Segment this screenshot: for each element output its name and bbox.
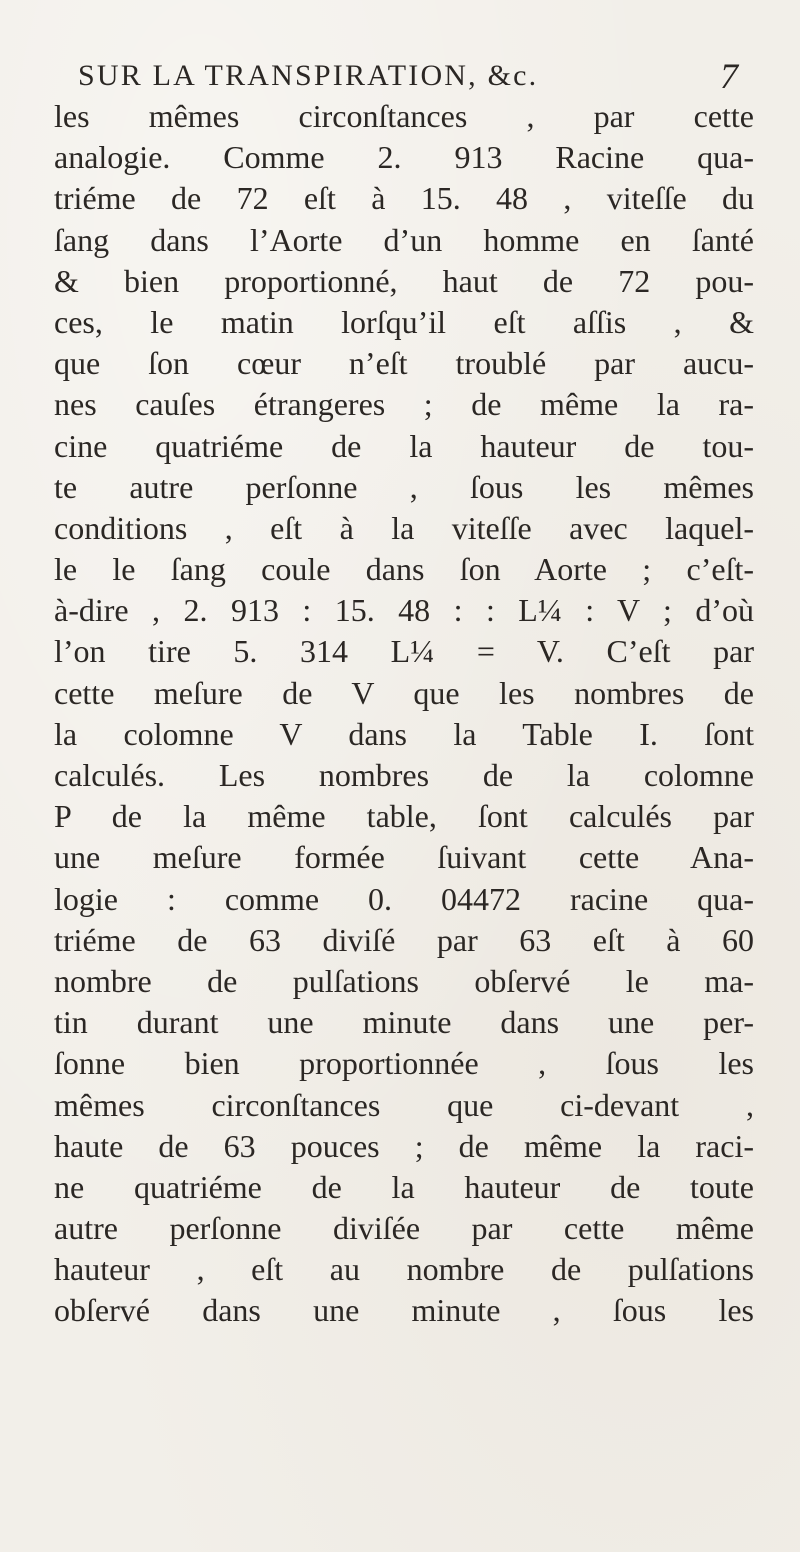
- text-line: & bien proportionné, haut de 72 pou-: [54, 262, 754, 299]
- text-line: cette meſure de V que les nombres de: [54, 674, 754, 711]
- text-line: nombre de pulſations obſervé le ma-: [54, 962, 754, 999]
- text-line: à-dire , 2. 913 : 15. 48 : : L¼ : V ; d’où: [54, 592, 754, 629]
- text-line: la colomne V dans la Table I. ſont: [54, 715, 754, 752]
- text-line: te autre perſonne , ſous les mêmes: [54, 468, 754, 505]
- text-line: une meſure formée ſuivant cette Ana-: [54, 839, 754, 876]
- text-line: ſonne bien proportionnée , ſous les: [54, 1045, 754, 1082]
- text-line: conditions , eſt à la viteſſe avec laquel-: [54, 509, 754, 546]
- text-line: obſervé dans une minute , ſous les: [54, 1292, 754, 1329]
- text-line: calculés. Les nombres de la colomne: [54, 757, 754, 793]
- text-line: ne quatriéme de la hauteur de toute: [54, 1168, 754, 1205]
- text-line: mêmes circonſtances que ci-devant ,: [54, 1086, 754, 1123]
- running-title: SUR LA TRANSPIRATION, &c.: [78, 59, 539, 92]
- text-line: tin durant une minute dans une per-: [54, 1004, 754, 1041]
- text-line: ſang dans l’Aorte d’un homme en ſanté: [54, 221, 754, 258]
- page-header: [78, 54, 738, 98]
- text-line: logie : comme 0. 04472 racine qua-: [54, 880, 754, 917]
- body-text: [54, 96, 754, 1332]
- text-line: analogie. Comme 2. 913 Racine qua-: [54, 139, 754, 176]
- text-line: nes cauſes étrangeres ; de même la ra-: [54, 386, 754, 423]
- text-line: autre perſonne diviſée par cette même: [54, 1210, 754, 1247]
- text-line: triéme de 72 eſt à 15. 48 , viteſſe du: [54, 180, 754, 217]
- text-line: cine quatriéme de la hauteur de tou-: [54, 427, 754, 464]
- text-line: hauteur , eſt au nombre de pulſations: [54, 1251, 754, 1288]
- text-line: triéme de 63 diviſé par 63 eſt à 60: [54, 921, 754, 958]
- text-line: le le ſang coule dans ſon Aorte ; c’eſt-: [54, 551, 754, 588]
- text-line: que ſon cœur n’eſt troublé par aucu-: [54, 345, 754, 382]
- text-line: l’on tire 5. 314 L¼ = V. C’eſt par: [54, 633, 754, 670]
- page-number: 7: [720, 56, 738, 96]
- text-line: P de la même table, ſont calculés par: [54, 798, 754, 835]
- text-line: haute de 63 pouces ; de même la raci-: [54, 1127, 754, 1164]
- text-line: ces, le matin lorſqu’il eſt aſſis , &: [54, 303, 754, 340]
- text-line: les mêmes circonſtances , par cette: [54, 98, 754, 134]
